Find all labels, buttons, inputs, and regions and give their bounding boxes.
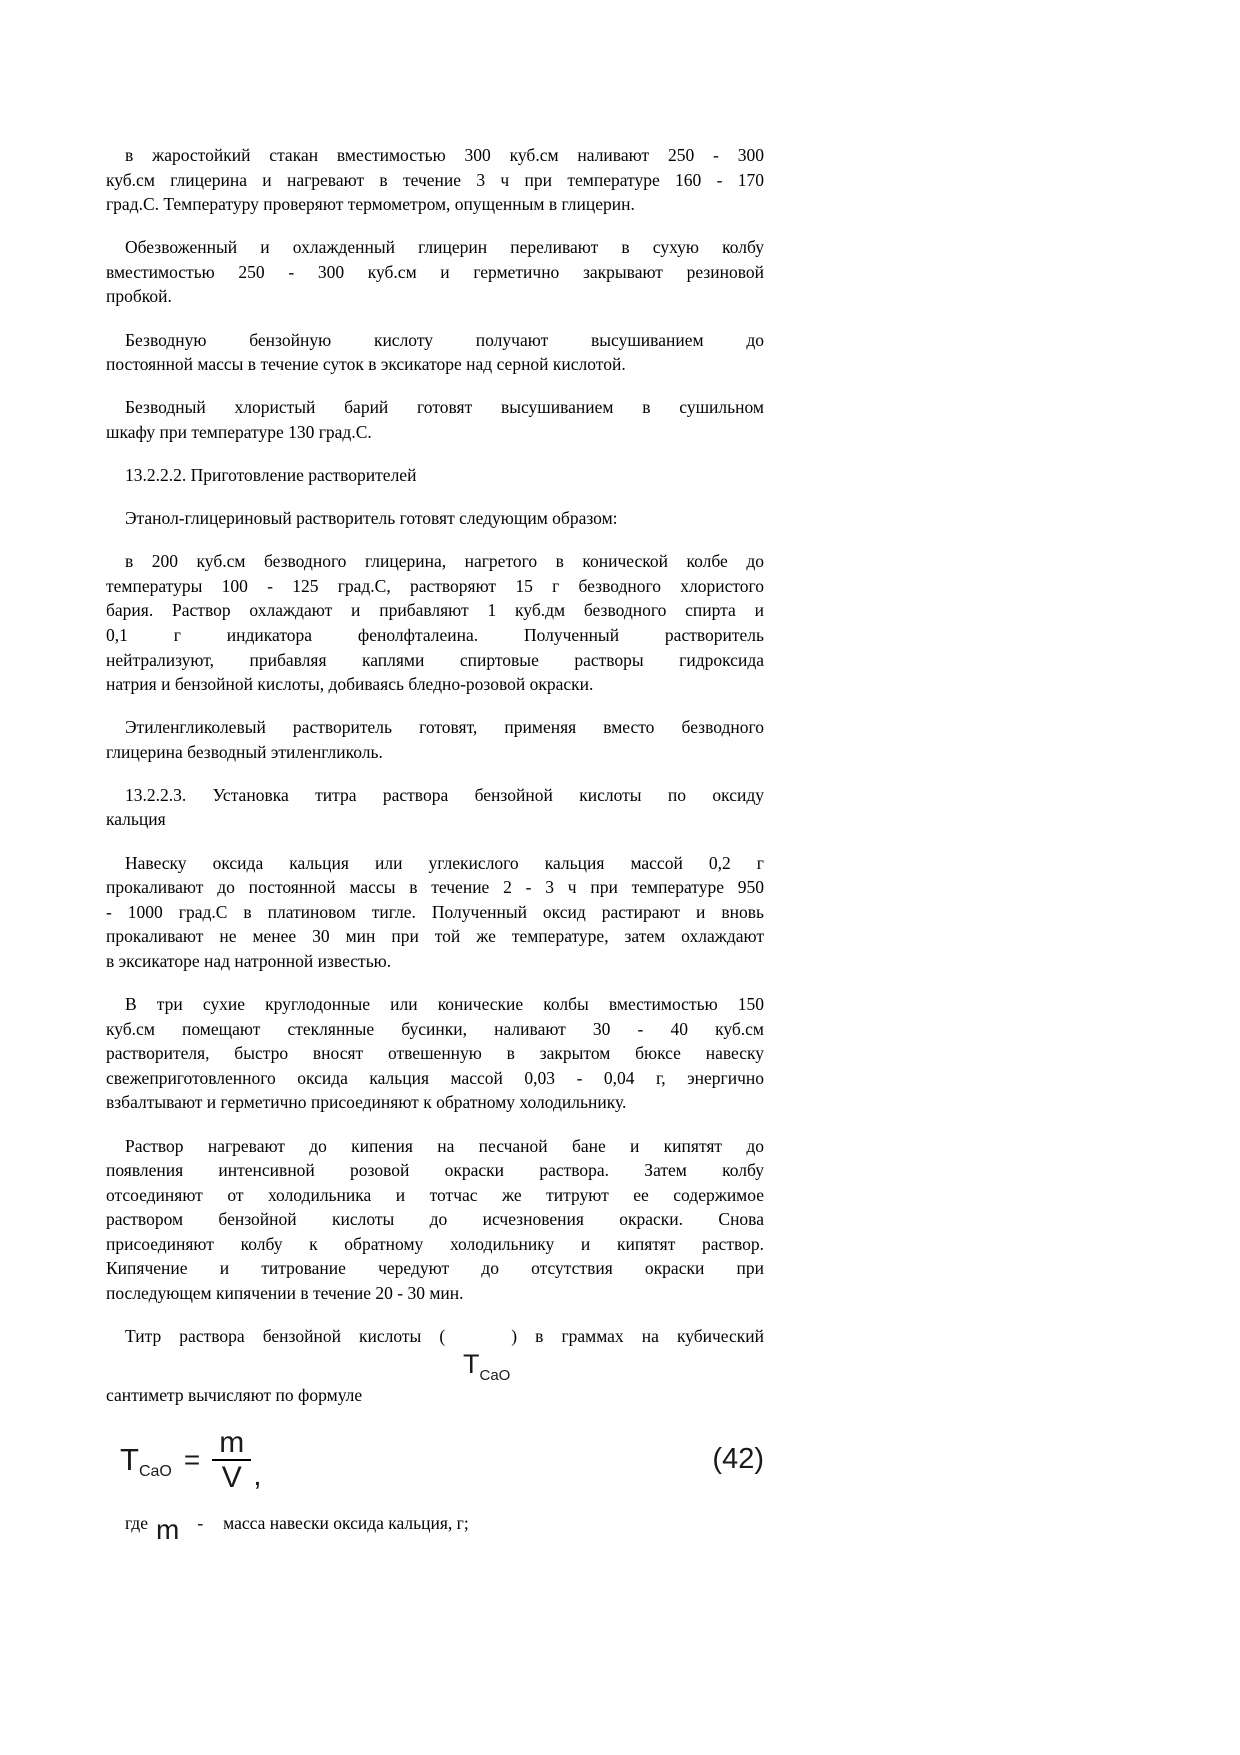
text-line: присоединяют колбу к обратному холодильнику и кипятят раствор. [106, 1233, 764, 1254]
text-line: - 1000 град.С в платиновом тигле. Полученный оксид растирают и вновь [106, 901, 764, 922]
text-line: бария. Раствор охлаждают и прибавляют 1 куб.дм безводного спирта и [106, 600, 764, 621]
formula-comma: , [253, 1458, 262, 1492]
fraction-denominator: V [221, 1460, 242, 1494]
formula-number: (42) [712, 1443, 764, 1476]
fraction [212, 1426, 251, 1494]
text-line: температуры 100 - 125 град.С, растворяют 15 г безводного хлористого [106, 575, 764, 596]
section-heading-13-2-2-3 [106, 783, 764, 832]
text-line: постоянной массы в течение суток в эксикаторе над серной кислотой. [106, 354, 626, 375]
paragraph-ethanol-glycerin-intro [106, 506, 764, 531]
titr-line-1 [106, 1324, 764, 1349]
fraction-numerator: m [212, 1426, 251, 1461]
text-line: куб.см помещают стеклянные бусинки, наливают 30 - 40 куб.см [106, 1018, 764, 1039]
formula-42 [106, 1426, 764, 1494]
paragraph-anhydrous-barium-chloride [106, 395, 764, 444]
text-column [106, 143, 765, 1545]
where-description: масса навески оксида кальция, г; [223, 1512, 469, 1533]
text-line: 13.2.2.3. Установка титра раствора бензойной кислоты по оксиду [125, 784, 764, 805]
tcao-inline-symbol [106, 1349, 764, 1383]
text-line: в эксикаторе над натронной известью. [106, 950, 392, 971]
tcao-symbol-subscript: CaO [479, 1366, 511, 1384]
text-line: куб.см глицерина и нагревают в течение 3 ч при температуре 160 - 170 [106, 169, 764, 190]
text-line: Кипячение и титрование чередуют до отсутствия окраски при [106, 1258, 764, 1279]
text-line: нейтрализуют, прибавляя каплями спиртовые растворы гидроксида [106, 649, 764, 670]
text-line: град.С. Температуру проверяют термометром, опущенным в глицерин. [106, 194, 635, 215]
text-line: Этанол-глицериновый растворитель готовят следующим образом: [125, 508, 618, 529]
text-line: отсоединяют от холодильника и тотчас же титруют ее содержимое [106, 1184, 764, 1205]
text-line: прокаливают не менее 30 мин при той же температуре, затем охлаждают [106, 926, 764, 947]
formula-expression [120, 1426, 262, 1494]
paragraph-titr-definition [106, 1324, 764, 1407]
paragraph-glycerin-heating [106, 143, 764, 217]
text-line: пробкой. [106, 286, 172, 307]
text-line: глицерина безводный этиленгликоль. [106, 741, 383, 762]
text-line: в 200 куб.см безводного глицерина, нагретого в конической колбе до [125, 551, 764, 572]
titr-text-before-paren: Титр раствора бензойной кислоты ( [125, 1326, 446, 1347]
where-dash: - [197, 1512, 204, 1533]
text-line: вместимостью 250 - 300 куб.см и герметично закрывают резиновой [106, 261, 764, 282]
paragraph-anhydrous-benzoic-acid [106, 328, 764, 377]
text-line: 0,1 г индикатора фенолфталеина. Полученный растворитель [106, 624, 764, 645]
paragraph-solvent-preparation [106, 549, 764, 697]
formula-tcao-base: T [120, 1441, 139, 1477]
text-line: Обезвоженный и охлажденный глицерин переливают в сухую колбу [125, 237, 764, 258]
titr-line-2: сантиметр вычисляют по формуле [106, 1384, 363, 1405]
text-line: Безводную бензойную кислоту получают высушиванием до [125, 329, 764, 350]
text-line: раствором бензойной кислоты до исчезновения окраски. Снова [106, 1209, 764, 1230]
text-line: взбалтывают и герметично присоединяют к обратному холодильнику. [106, 1092, 627, 1113]
text-line: растворителя, быстро вносят отвешенную в закрытом бюксе навеску [106, 1043, 764, 1064]
section-heading-13-2-2-2 [106, 463, 764, 488]
where-symbol-m: m [155, 1513, 180, 1545]
text-line: Безводный хлористый барий готовят высушиванием в сушильном [125, 397, 764, 418]
text-line: шкафу при температуре 130 град.С. [106, 421, 372, 442]
paragraph-three-flasks [106, 992, 764, 1115]
text-line: Этиленгликолевый растворитель готовят, применяя вместо безводного [125, 717, 764, 738]
paragraph-calcium-oxide-sample [106, 851, 764, 974]
paragraph-boiling-titration [106, 1134, 764, 1306]
text-line: появления интенсивной розовой окраски раствора. Затем колбу [106, 1160, 764, 1181]
equals-sign: = [183, 1443, 201, 1475]
text-line: Навеску оксида кальция или углекислого кальция массой 0,2 г [125, 852, 764, 873]
where-label: где [125, 1512, 148, 1533]
formula-tcao-subscript: CaO [138, 1462, 172, 1480]
text-line: Раствор нагревают до кипения на песчаной бане и кипятят до [125, 1135, 764, 1156]
paragraph-dehydrated-glycerin [106, 235, 764, 309]
text-line: последующем кипячении в течение 20 - 30 мин. [106, 1283, 464, 1304]
text-line: кальция [106, 809, 166, 830]
text-line: 13.2.2.2. Приготовление растворителей [125, 464, 417, 485]
text-line: натрия и бензойной кислоты, добиваясь бледно-розовой окраски. [106, 674, 594, 695]
tcao-symbol-base: T [463, 1348, 480, 1379]
text-line: В три сухие круглодонные или конические колбы вместимостью 150 [125, 994, 764, 1015]
text-line: свежеприготовленного оксида кальция массой 0,03 - 0,04 г, энергично [106, 1067, 764, 1088]
where-clause [106, 1508, 764, 1545]
text-line: в жаростойкий стакан вместимостью 300 куб.см наливают 250 - 300 [125, 145, 764, 165]
paragraph-ethylene-glycol-solvent [106, 715, 764, 764]
text-line: прокаливают до постоянной массы в течение 2 - 3 ч при температуре 950 [106, 877, 764, 898]
titr-text-after-paren: ) в граммах на кубический [511, 1326, 765, 1347]
